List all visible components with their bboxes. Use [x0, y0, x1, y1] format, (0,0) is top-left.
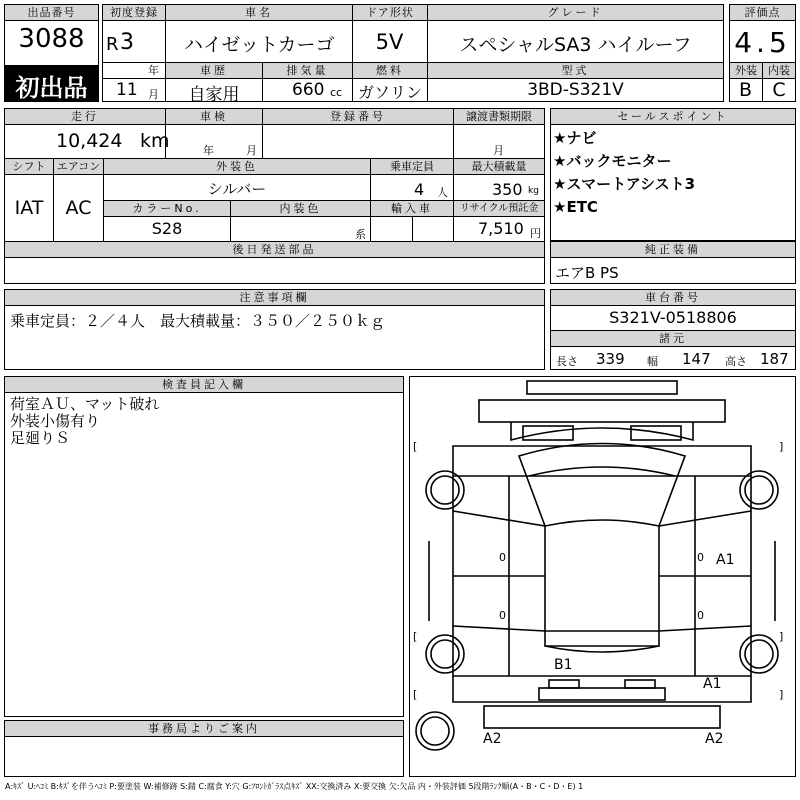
lot-number-label: 出品番号 — [5, 5, 98, 20]
damage-mark: A1 — [703, 676, 722, 692]
inspector-label: 検査員記入欄 — [5, 377, 403, 392]
sales-point-item: ★ナビ — [553, 129, 597, 147]
bracket-open: [ — [413, 688, 418, 701]
capacity-label: 乗車定員 — [371, 159, 453, 174]
width-label: 幅 — [647, 355, 658, 368]
remark-line: 足廻りＳ — [10, 429, 71, 447]
first-reg-label: 初度登録 — [103, 5, 165, 20]
mileage: 10,424 — [56, 130, 123, 152]
vehicle-diagram — [409, 376, 796, 777]
history: 自家用 — [188, 85, 240, 105]
sales-point-item: ★スマートアシスト3 — [553, 175, 696, 193]
capacity-unit: 人 — [437, 186, 448, 199]
color-no: S28 — [151, 219, 183, 238]
width: 147 — [682, 350, 711, 368]
bracket-open: [ — [413, 630, 418, 643]
transfer-month-unit: 月 — [493, 144, 504, 157]
first-listing-label: 初出品 — [15, 74, 88, 102]
recycle-label: リサイクル預託金 — [454, 201, 544, 216]
history-label: 車歴 — [166, 63, 262, 78]
ac: AC — [65, 197, 92, 219]
ac-label: エアコン — [54, 159, 103, 174]
damage-mark: A2 — [483, 731, 502, 747]
notes-text: 乗車定員：２／４人 最大積載量：３５０／２５０ｋｇ — [10, 312, 386, 330]
max-load-unit: kg — [528, 186, 539, 196]
height: 187 — [760, 350, 789, 368]
chassis-number: S321V-0518806 — [609, 308, 737, 327]
ext-color-label: 外装色 — [104, 159, 370, 174]
length: 339 — [596, 350, 625, 368]
transfer-label: 譲渡書類期限 — [454, 109, 544, 124]
grade-label: グレード — [428, 5, 723, 20]
notes-label: 注意事項欄 — [5, 290, 544, 305]
fuel-label: 燃料 — [353, 63, 427, 78]
bracket-close: ] — [779, 440, 784, 453]
year-unit: 年 — [148, 64, 159, 77]
equipment-label: 純正装備 — [551, 242, 795, 257]
sales-point-item: ★ETC — [553, 198, 598, 216]
interior-label: 内装 — [763, 63, 795, 78]
car-name-label: 車名 — [166, 5, 352, 20]
shift-label: シフト — [5, 159, 53, 174]
interior-grade: C — [772, 79, 786, 101]
ext-color: シルバー — [207, 180, 267, 198]
sales-points-label: セールスポイント — [551, 109, 795, 124]
remark-line: 外装小傷有り — [10, 412, 101, 430]
first-reg-year: 3 — [120, 30, 134, 55]
legend: A:ｷｽﾞ U:ﾍｺﾐ B:ｷｽﾞを伴うﾍｺﾐ P:要塗装 W:補修跡 S:錆 C:腐食 Y:穴 G:ﾌﾛﾝﾄｶﾞﾗｽ点ｷｽﾞ XX:交換済み X:要交換 欠:欠品 内・外装評価 5段階ﾗﾝｸ順(A・B・C・D・E) 1 — [5, 782, 584, 791]
bracket-close: ] — [779, 630, 784, 643]
score: 4.5 — [734, 26, 791, 59]
mileage-unit: km — [140, 130, 170, 152]
exterior-label: 外装 — [730, 63, 762, 78]
import-label: 輸入車 — [371, 201, 453, 216]
height-label: 高さ — [725, 355, 747, 368]
max-load: 350 — [492, 180, 523, 199]
chassis-label: 車台番号 — [551, 290, 795, 305]
model-label: 型式 — [428, 63, 723, 78]
displacement-label: 排気量 — [263, 63, 352, 78]
shift: IAT — [14, 197, 44, 219]
damage-mark: A2 — [705, 731, 724, 747]
inspection-year-unit: 年 — [203, 144, 214, 157]
dims-label: 諸元 — [551, 331, 795, 346]
fuel: ガソリン — [357, 83, 422, 102]
zero-mark: 0 — [499, 609, 506, 622]
office-label: 事務局よりご案内 — [5, 721, 403, 736]
car-name: ハイゼットカーゴ — [184, 34, 335, 56]
sales-point-item: ★バックモニター — [553, 152, 672, 170]
length-label: 長さ — [556, 355, 578, 368]
door-type: 5V — [375, 30, 404, 54]
later-parts-label: 後日発送部品 — [5, 242, 544, 257]
era: R — [106, 34, 119, 55]
lot-number: 3088 — [18, 24, 85, 54]
inspector-remarks — [10, 396, 159, 447]
equipment-value: エアB PS — [555, 264, 619, 282]
displacement: 660 — [292, 80, 325, 100]
capacity: 4 — [414, 180, 425, 199]
month-unit: 月 — [148, 88, 159, 101]
zero-mark: 0 — [499, 551, 506, 564]
inspection-month-unit: 月 — [246, 144, 257, 157]
int-color-unit: 系 — [355, 228, 366, 241]
displacement-unit: cc — [330, 86, 343, 99]
sales-points-list — [553, 127, 695, 219]
zero-mark: 0 — [697, 551, 704, 564]
damage-mark: A1 — [716, 552, 735, 568]
bracket-open: [ — [413, 440, 418, 453]
grade: スペシャルSA3 ハイルーフ — [459, 34, 692, 56]
mileage-label: 走行 — [5, 109, 165, 124]
reg-no-label: 登録番号 — [263, 109, 453, 124]
int-color-label: 内装色 — [231, 201, 370, 216]
remark-line: 荷室ＡＵ、マット破れ — [10, 395, 160, 413]
damage-mark: B1 — [554, 657, 573, 673]
recycle-amount: 7,510 — [478, 219, 524, 238]
max-load-label: 最大積載量 — [454, 159, 544, 174]
model: 3BD-S321V — [527, 80, 624, 100]
recycle-unit: 円 — [530, 227, 541, 240]
inspection-label: 車検 — [166, 109, 262, 124]
bracket-close: ] — [779, 688, 784, 701]
score-label: 評価点 — [730, 5, 795, 20]
exterior-grade: B — [738, 79, 753, 101]
zero-mark: 0 — [697, 609, 704, 622]
color-no-label: カラーNo. — [104, 201, 230, 216]
door-label: ドア形状 — [353, 5, 427, 20]
month: 11 — [116, 80, 138, 100]
